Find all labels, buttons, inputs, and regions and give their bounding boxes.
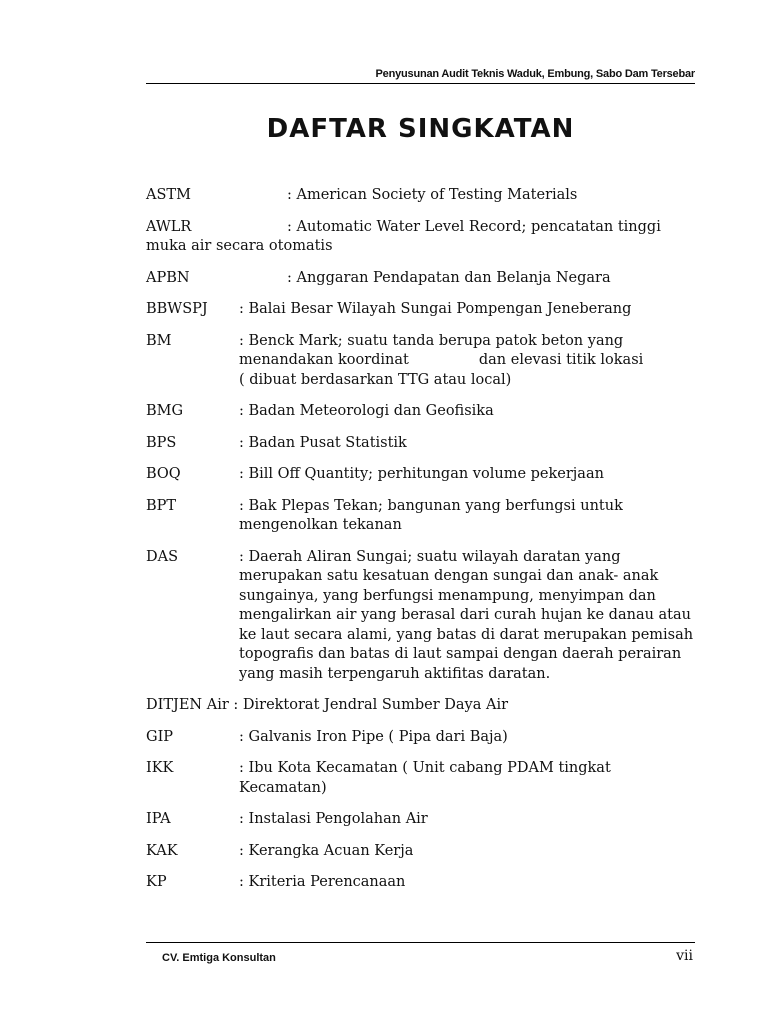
list-item xyxy=(146,269,698,289)
header-rule xyxy=(146,83,695,84)
abbreviation: KP xyxy=(146,874,167,890)
definition: : Badan Pusat Statistik xyxy=(239,434,407,451)
list-item xyxy=(146,696,698,716)
definition: : Automatic Water Level Record; pencatatan tinggi xyxy=(287,218,661,235)
list-item xyxy=(146,497,698,536)
abbreviation-list xyxy=(146,186,698,905)
list-item xyxy=(146,218,698,257)
abbreviation: AWLR xyxy=(146,218,192,235)
definition: : Balai Besar Wilayah Sungai Pompengan Jeneberang xyxy=(239,301,632,317)
definition: : Bill Off Quantity; perhitungan volume pekerjaan xyxy=(239,466,604,482)
definition-line xyxy=(239,351,698,371)
footer-company: CV. Emtiga Konsultan xyxy=(162,952,276,964)
definition-line: ( dibuat berdasarkan TTG atau local) xyxy=(239,371,512,388)
definition: : Badan Meteorologi dan Geofisika xyxy=(239,403,494,419)
definition: : Bak Plepas Tekan; bangunan yang berfungsi untuk mengenolkan tekanan xyxy=(239,497,623,533)
definition-continuation: muka air secara otomatis xyxy=(146,238,333,254)
definition-fragment: menandakan koordinat xyxy=(239,352,409,368)
abbreviation: BBWSPJ xyxy=(146,301,208,317)
definition: : Direktorat Jendral Sumber Daya Air xyxy=(233,697,509,713)
list-item xyxy=(146,842,698,862)
definition-line: : Benck Mark; suatu tanda berupa patok beton yang xyxy=(239,332,624,349)
list-item xyxy=(146,759,698,798)
list-item xyxy=(146,728,698,748)
footer-rule xyxy=(146,942,695,943)
abbreviation: IKK xyxy=(146,760,174,776)
abbreviation: BPT xyxy=(146,497,177,514)
list-item xyxy=(146,332,698,391)
abbreviation: DITJEN Air xyxy=(146,697,229,713)
list-item xyxy=(146,810,698,830)
definition: : Daerah Aliran Sungai; suatu wilayah daratan yang merupakan satu kesatuan dengan sungai dan anak- anak sungainya, yang berfungsi menampung, menyimpan dan mengalirkan air yang berasal dari curah hujan ke danau atau ke laut secara alami, yang batas di darat merupakan pemisah topografis dan batas di laut sampai dengan daerah perairan yang masih terpengaruh aktifitas daratan. xyxy=(239,548,694,682)
definition: : Anggaran Pendapatan dan Belanja Negara xyxy=(287,269,611,286)
definition: : Ibu Kota Kecamatan ( Unit cabang PDAM tingkat Kecamatan) xyxy=(239,760,611,796)
abbreviation: KAK xyxy=(146,842,178,859)
page-title: DAFTAR SINGKATAN xyxy=(266,114,575,144)
page-number: vii xyxy=(676,948,693,964)
abbreviation: GIP xyxy=(146,728,174,745)
definition: : Kriteria Perencanaan xyxy=(239,874,406,890)
definition: : Instalasi Pengolahan Air xyxy=(239,811,428,827)
list-item xyxy=(146,465,698,485)
abbreviation: BOQ xyxy=(146,466,181,482)
abbreviation: BPS xyxy=(146,434,177,451)
list-item xyxy=(146,186,698,206)
definition: : Kerangka Acuan Kerja xyxy=(239,842,414,859)
abbreviation: ASTM xyxy=(146,187,191,203)
definition: : Galvanis Iron Pipe ( Pipa dari Baja) xyxy=(239,728,508,745)
running-header: Penyusunan Audit Teknis Waduk, Embung, Sabo Dam Tersebar xyxy=(375,68,695,80)
abbreviation: DAS xyxy=(146,548,179,565)
abbreviation: APBN xyxy=(146,269,190,286)
list-item xyxy=(146,300,698,320)
abbreviation: BM xyxy=(146,332,172,349)
list-item xyxy=(146,873,698,893)
definition-fragment: dan elevasi titik lokasi xyxy=(478,352,644,368)
definition xyxy=(239,332,698,391)
abbreviation: BMG xyxy=(146,403,184,419)
list-item xyxy=(146,434,698,454)
abbreviation: IPA xyxy=(146,811,171,827)
list-item xyxy=(146,402,698,422)
definition: : American Society of Testing Materials xyxy=(287,187,578,203)
list-item xyxy=(146,548,698,685)
